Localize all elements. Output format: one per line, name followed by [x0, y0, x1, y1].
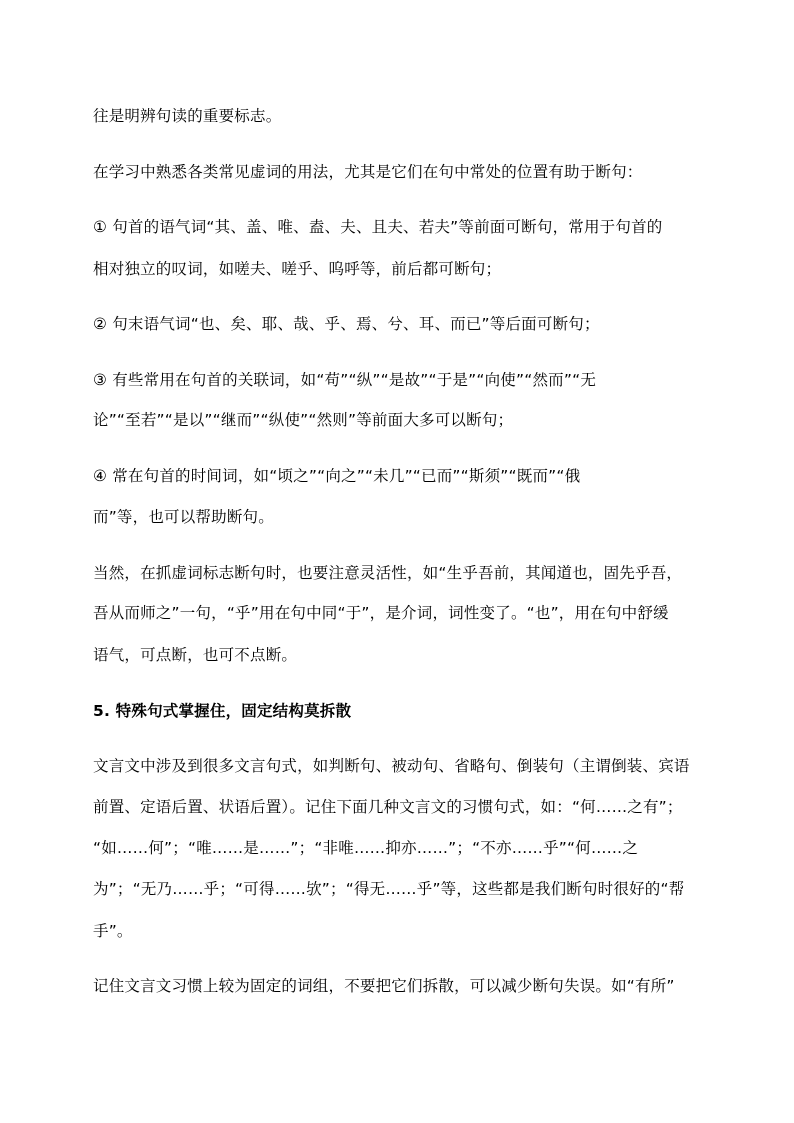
text-line: 记住文言文习惯上较为固定的词组，不要把它们拆散，可以减少断句失误。如“有所” — [93, 977, 675, 995]
text-line: 前置、定语后置、状语后置）。记住下面几种文言文的习惯句式，如：“何……之有”； — [93, 798, 683, 816]
section-heading: 5. 特殊句式掌握住，固定结构莫拆散 — [93, 702, 352, 720]
text-line: “如……何”；“唯……是……”；“非唯……抑亦……”；“不亦……乎”“何……之 — [93, 839, 639, 857]
text-line: 当然，在抓虚词标志断句时，也要注意灵活性，如“生乎吾前，其闻道也，固先乎吾， — [93, 564, 683, 582]
text-line: ④ 常在句首的时间词，如“顷之”“向之”“未几”“已而”“斯须”“既而”“俄 — [93, 467, 581, 485]
text-line: 为”；“无乃……乎；“可得……欤”；“得无……乎”等，这些都是我们断句时很好的“帮 — [93, 880, 685, 898]
text-line: ② 句末语气词“也、矣、耶、哉、乎、焉、兮、耳、而已”等后面可断句； — [93, 315, 600, 333]
text-line: 往是明辨句读的重要标志。 — [93, 107, 282, 125]
text-line: 相对独立的叹词，如嗟夫、嗟乎、呜呼等，前后都可断句； — [93, 260, 502, 278]
text-line: 文言文中涉及到很多文言句式，如判断句、被动句、省略句、倒装句（主谓倒装、宾语 — [93, 757, 690, 775]
text-line: ③ 有些常用在句首的关联词，如“苟”“纵”“是故”“于是”“向使”“然而”“无 — [93, 371, 597, 389]
text-line: 论”“至若”“是以”“继而”“纵使”“然则”等前面大多可以断句； — [93, 411, 514, 429]
text-line: 在学习中熟悉各类常见虚词的用法，尤其是它们在句中常处的位置有助于断句： — [93, 163, 643, 181]
text-line: 而”等，也可以帮助断句。 — [93, 508, 274, 526]
text-line: 吾从而师之”一句，“乎”用在句中同“于”，是介词，词性变了。“也”，用在句中舒缓 — [93, 604, 669, 622]
text-line: 手”。 — [93, 922, 133, 940]
text-line: ① 句首的语气词“其、盖、唯、盍、夫、且夫、若夫”等前面可断句，常用于句首的 — [93, 218, 663, 236]
text-line: 语气，可点断，也可不点断。 — [93, 646, 298, 664]
